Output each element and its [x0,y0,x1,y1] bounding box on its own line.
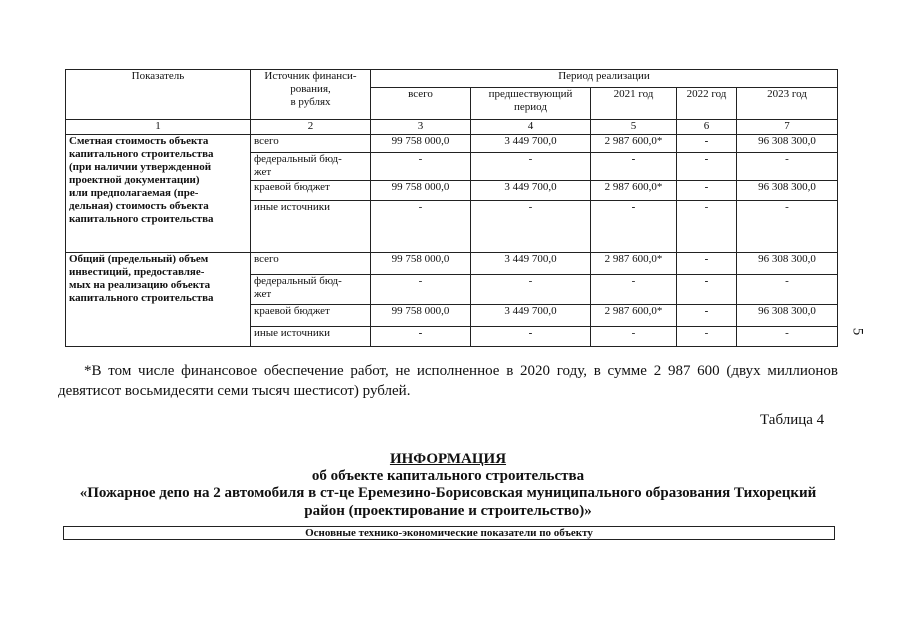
value-2021: 2 987 600,0* [591,135,677,153]
value-2021: - [591,275,677,305]
value-2023: 96 308 300,0 [737,253,838,275]
header-2022: 2022 год [677,88,737,120]
col-number: 3 [371,120,471,135]
value-2023: - [737,327,838,347]
column-numbers-row [66,120,838,135]
value-total: 99 758 000,0 [371,253,471,275]
value-previous: - [471,275,591,305]
value-2022: - [677,153,737,181]
value-total: - [371,201,471,253]
value-2023: 96 308 300,0 [737,135,838,153]
value-2023: - [737,201,838,253]
header-previous: предшествующий период [471,88,591,120]
col-number: 6 [677,120,737,135]
source-cell: федеральный бюд- жет [251,275,371,305]
source-cell: федеральный бюд- жет [251,153,371,181]
col-number: 2 [251,120,371,135]
value-2022: - [677,201,737,253]
header-indicator: Показатель [66,70,251,120]
value-2021: 2 987 600,0* [591,253,677,275]
header-2023: 2023 год [737,88,838,120]
indicator-total-investment: Общий (предельный) объем инвестиций, предоставляе- мых на реализацию объекта капитального строительства [66,253,251,347]
value-total: - [371,153,471,181]
col-number: 4 [471,120,591,135]
source-cell: всего [251,135,371,153]
value-total: 99 758 000,0 [371,135,471,153]
indicators-header: Основные технико-экономические показатели по объекту [63,526,835,540]
value-previous: 3 449 700,0 [471,253,591,275]
financing-table [65,69,838,347]
value-2023: - [737,153,838,181]
value-2022: - [677,275,737,305]
value-previous: 3 449 700,0 [471,181,591,201]
footnote [58,361,838,401]
value-total: 99 758 000,0 [371,305,471,327]
value-2022: - [677,135,737,153]
value-2022: - [677,327,737,347]
header-total: всего [371,88,471,120]
info-heading [58,450,838,468]
value-2023: - [737,275,838,305]
value-2023: 96 308 300,0 [737,181,838,201]
page-number: 5 [849,327,866,336]
object-name: «Пожарное депо на 2 автомобиля в ст-це Еремезино-Борисовская муниципального образования Тихорецкий район (проектирование и строительство)» [79,485,817,519]
value-previous: 3 449 700,0 [471,305,591,327]
value-2022: - [677,181,737,201]
source-cell: иные источники [251,327,371,347]
value-2023: 96 308 300,0 [737,305,838,327]
info-heading-text: ИНФОРМАЦИЯ [389,451,507,467]
source-cell: краевой бюджет [251,181,371,201]
source-cell: краевой бюджет [251,305,371,327]
value-previous: - [471,327,591,347]
table-number: Таблица 4 [760,412,825,428]
indicator-estimated-cost: Сметная стоимость объекта капитального строительства (при наличии утвержденной проектной документации) или предполагаемая (пре- дельная) стоимость объекта капитального строительства [66,135,251,253]
value-previous: - [471,201,591,253]
value-2021: 2 987 600,0* [591,181,677,201]
value-total: - [371,275,471,305]
header-period: Период реализации [371,70,838,88]
table-row [66,253,838,275]
value-total: - [371,327,471,347]
value-2021: 2 987 600,0* [591,305,677,327]
value-2022: - [677,305,737,327]
value-2021: - [591,201,677,253]
col-number: 5 [591,120,677,135]
header-2021: 2021 год [591,88,677,120]
col-number: 7 [737,120,838,135]
col-number: 1 [66,120,251,135]
header-source: Источник финанси- рования, в рублях [251,70,371,120]
value-total: 99 758 000,0 [371,181,471,201]
source-cell: всего [251,253,371,275]
value-2021: - [591,327,677,347]
value-previous: - [471,153,591,181]
source-cell: иные источники [251,201,371,253]
table-row [66,135,838,153]
value-previous: 3 449 700,0 [471,135,591,153]
info-subheading: об объекте капитального строительства [311,468,585,484]
value-2022: - [677,253,737,275]
value-2021: - [591,153,677,181]
footnote-text: *В том числе финансовое обеспечение работ, не исполненное в 2020 году, в сумме 2 987 600 (двух миллионов девятисот восьмидесяти семи тысяч шестисот) рублей. [58,363,838,399]
